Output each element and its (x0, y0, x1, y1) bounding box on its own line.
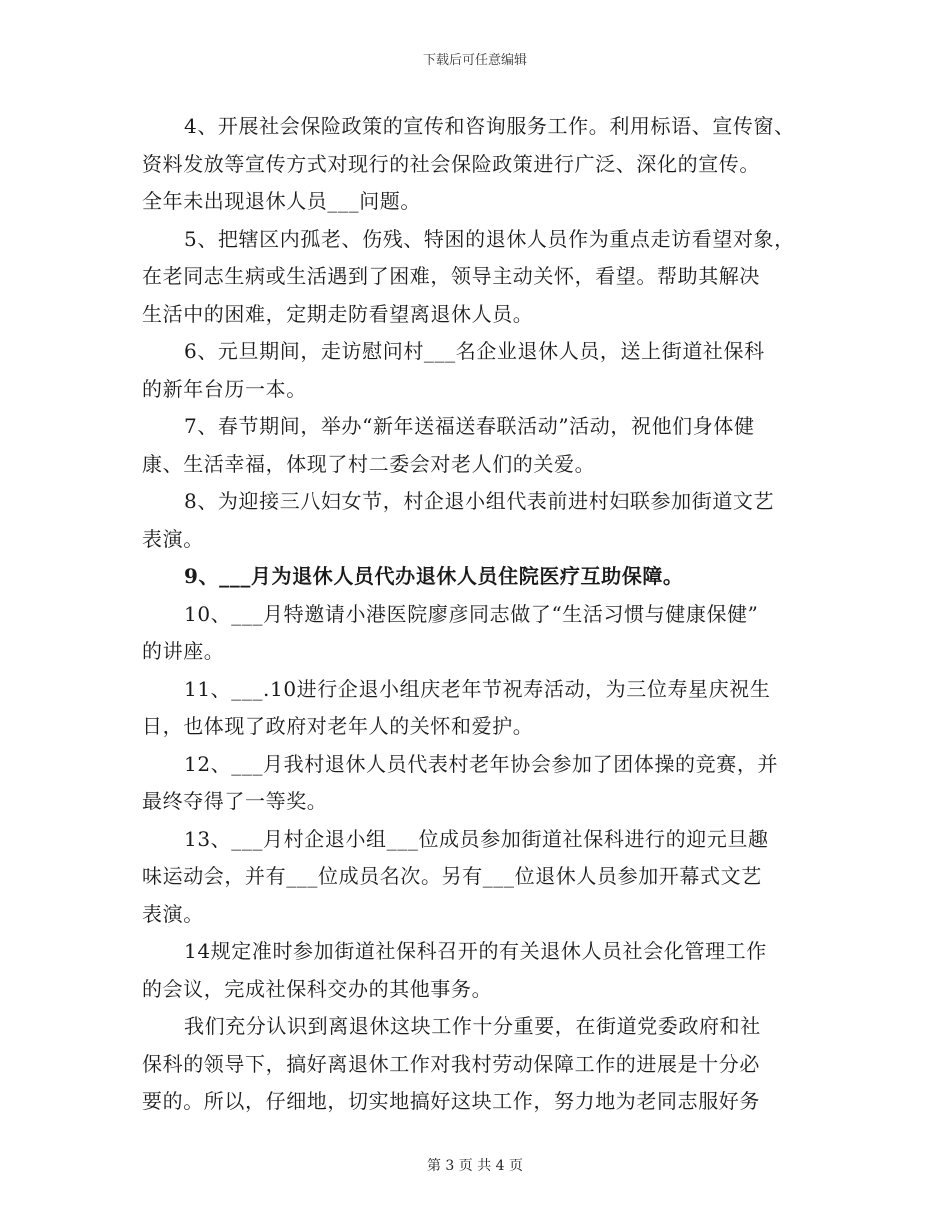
paragraph-item-11 (142, 671, 822, 746)
paragraph-item-4 (142, 108, 822, 221)
text-line: 表演。 (142, 526, 204, 551)
text-line: 9、___月为退休人员代办退休人员住院医疗互助保障。 (184, 564, 684, 588)
text-line: 7、春节期间，举办“新年送福送春联活动”活动，祝他们身体健 (184, 414, 755, 438)
text-line: 我们充分认识到离退休这块工作十分重要，在街道党委政府和社 (184, 1014, 761, 1038)
paragraph-item-12 (142, 746, 822, 821)
text-line: 6、元旦期间，走访慰问村___名企业退休人员，送上街道社保科 (184, 339, 765, 363)
page-number-footer: 第 3 页 共 4 页 (426, 1158, 524, 1174)
text-line: 13、___月村企退小组___位成员参加街道社保科进行的迎元旦趣 (184, 826, 769, 851)
text-line: 康、生活幸福，体现了村二委会对老人们的关爱。 (142, 451, 596, 476)
text-line: 生活中的困难，定期走防看望离退休人员。 (142, 301, 534, 326)
text-line: 14规定准时参加街道社保科召开的有关退休人员社会化管理工作 (184, 939, 767, 963)
text-line: 要的。所以，仔细地，切实地搞好这块工作，努力地为老同志服好务 (142, 1089, 760, 1113)
text-line: 11、___.10进行企退小组庆老年节祝寿活动，为三位寿星庆祝生 (184, 676, 771, 701)
text-line: 10、___月特邀请小港医院廖彦同志做了“生活习惯与健康保健” (184, 601, 759, 626)
paragraph-item-10 (142, 596, 822, 671)
text-line: 12、___月我村退休人员代表村老年协会参加了团体操的竞赛，并 (184, 751, 779, 776)
text-line: 8、为迎接三八妇女节，村企退小组代表前进村妇联参加街道文艺 (184, 489, 775, 513)
paragraph-item-14 (142, 933, 822, 1008)
paragraph-item-5 (142, 221, 822, 334)
text-line: 日，也体现了政府对老年人的关怀和爱护。 (142, 714, 534, 738)
paragraph-item-6 (142, 333, 822, 408)
text-line: 保科的领导下，搞好离退休工作对我村劳动保障工作的进展是十分必 (142, 1051, 760, 1076)
text-line: 最终夺得了一等奖。 (142, 789, 328, 813)
text-line: 4、开展社会保险政策的宣传和咨询服务工作。利用标语、宣传窗、 (184, 114, 795, 138)
text-line: 的讲座。 (142, 639, 225, 663)
paragraph-item-8 (142, 483, 822, 558)
text-line: 全年未出现退休人员___问题。 (142, 189, 421, 213)
document-body (142, 108, 822, 1121)
text-line: 5、把辖区内孤老、伤残、特困的退休人员作为重点走访看望对象， (184, 226, 795, 251)
text-line: 表演。 (142, 901, 204, 926)
paragraph-item-13 (142, 821, 822, 934)
paragraph-conclusion (142, 1008, 822, 1121)
text-line: 的会议，完成社保科交办的其他事务。 (142, 976, 493, 1001)
text-line: 的新年台历一本。 (142, 376, 307, 401)
text-line: 资料发放等宣传方式对现行的社会保险政策进行广泛、深化的宣传。 (142, 151, 760, 176)
paragraph-item-7 (142, 408, 822, 483)
page-header: 下载后可任意编辑 (422, 53, 527, 68)
text-line: 味运动会，并有___位成员名次。另有___位退休人员参加开幕式文艺 (142, 864, 762, 888)
paragraph-item-9 (142, 558, 822, 596)
text-line: 在老同志生病或生活遇到了困难，领导主动关怀，看望。帮助其解决 (142, 264, 760, 288)
